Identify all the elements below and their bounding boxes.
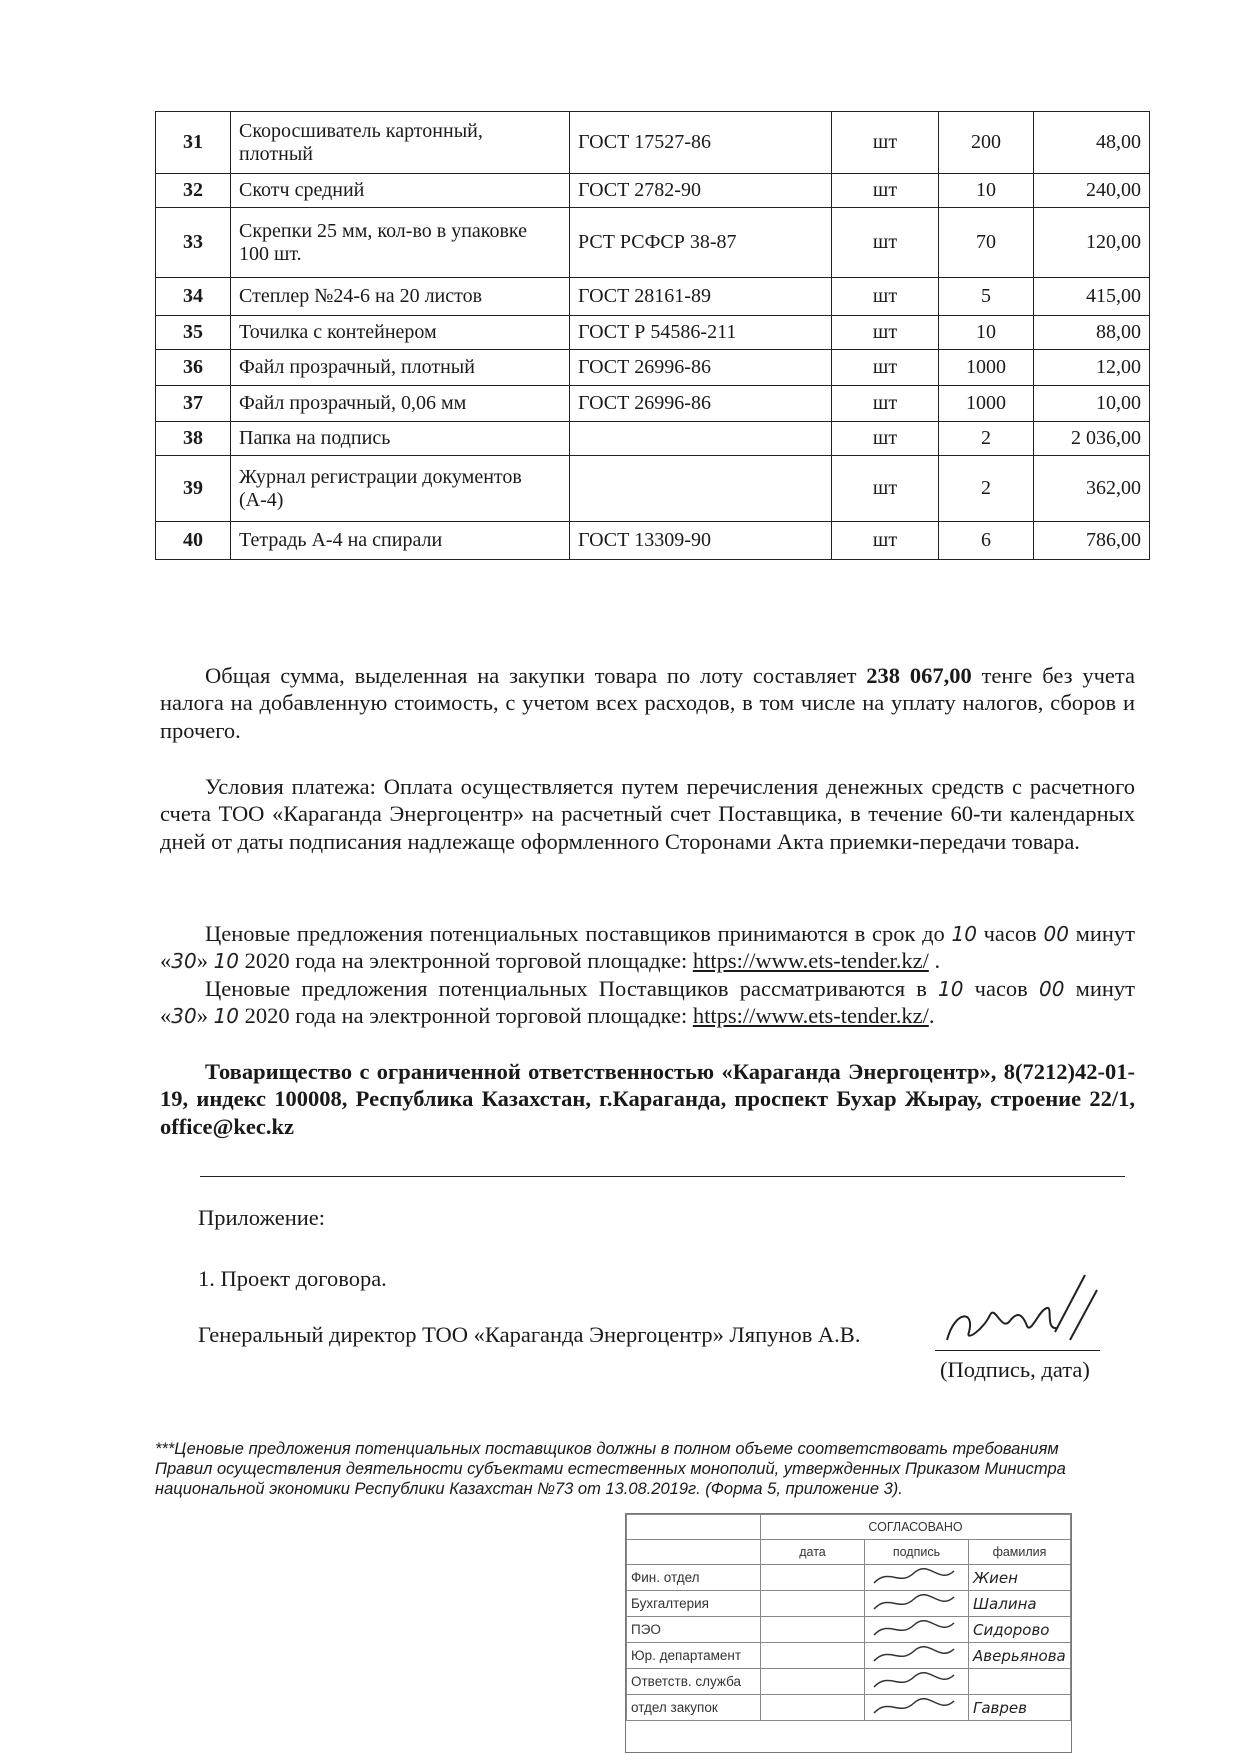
item-name: Точилка с контейнером bbox=[231, 316, 570, 350]
item-quantity: 6 bbox=[939, 522, 1034, 560]
stamp-signature-cell bbox=[865, 1565, 969, 1591]
director-signature bbox=[935, 1270, 1105, 1355]
stamp-col-date: дата bbox=[761, 1540, 865, 1565]
table-row bbox=[156, 316, 1150, 350]
item-unit: шт bbox=[832, 456, 939, 522]
stamp-col-surname: фамилия bbox=[969, 1540, 1071, 1565]
item-standard: ГОСТ Р 54586-211 bbox=[570, 316, 832, 350]
total-text-after: тенге без учета налога на добавленную стоимость, с учетом всех расходов, в том числе на уплату налогов, сборов и прочего. bbox=[160, 663, 1135, 743]
accept-hour-handwritten: 10 bbox=[951, 922, 977, 946]
stamp-signature-cell bbox=[865, 1669, 969, 1695]
item-price: 362,00 bbox=[1034, 456, 1150, 522]
row-number: 35 bbox=[156, 316, 231, 350]
stamp-dept: Бухгалтерия bbox=[627, 1591, 761, 1617]
item-unit: шт bbox=[832, 522, 939, 560]
table-row bbox=[156, 174, 1150, 208]
item-price: 240,00 bbox=[1034, 174, 1150, 208]
stamp-signature-cell bbox=[865, 1617, 969, 1643]
accept-month-handwritten: 10 bbox=[213, 949, 240, 974]
footnote: ***Ценовые предложения потенциальных поставщиков должны в полном объеме соответствовать требованиям Правил осуществления деятельности субъектами естественных монополий, утвержденных Приказом Министра национальной экономики Республики Казахстан №73 от 13.08.2019г. (Форма 5, приложение 3). bbox=[155, 1440, 1066, 1498]
item-quantity: 10 bbox=[939, 316, 1034, 350]
stamp-date-cell bbox=[761, 1695, 865, 1721]
item-unit: шт bbox=[832, 208, 939, 278]
item-standard bbox=[570, 422, 832, 456]
stamp-col-sign: подпись bbox=[865, 1540, 969, 1565]
offers-review-text-2: часов bbox=[963, 976, 1039, 1001]
stamp-date-cell bbox=[761, 1565, 865, 1591]
stamp-row bbox=[627, 1643, 1071, 1669]
row-number: 39 bbox=[156, 456, 231, 522]
offers-review-end: . bbox=[928, 1003, 935, 1029]
item-standard: ГОСТ 26996-86 bbox=[570, 386, 832, 422]
director-line: Генеральный директор ТОО «Караганда Энергоцентр» Ляпунов А.В. bbox=[198, 1322, 861, 1347]
item-unit: шт bbox=[832, 112, 939, 174]
row-number: 40 bbox=[156, 522, 231, 560]
stamp-row bbox=[627, 1695, 1071, 1721]
item-quantity: 2 bbox=[939, 456, 1034, 522]
stamp-surname bbox=[969, 1669, 1071, 1695]
review-day-handwritten: 30 bbox=[171, 1004, 197, 1029]
stamp-date-cell bbox=[761, 1643, 865, 1669]
offers-accept-text-5: 2020 года на электронной торговой площадке: bbox=[239, 948, 693, 974]
stamp-surname: Шалина bbox=[969, 1591, 1071, 1617]
item-name: Журнал регистрации документов (А-4) bbox=[231, 456, 570, 522]
row-number: 31 bbox=[156, 112, 231, 174]
item-name: Степлер №24-6 на 20 листов bbox=[231, 278, 570, 316]
stamp-dept: Ответств. служба bbox=[627, 1669, 761, 1695]
offers-review-paragraph bbox=[160, 975, 1135, 1030]
item-name: Скотч средний bbox=[231, 174, 570, 208]
table-row bbox=[156, 522, 1150, 560]
item-price: 120,00 bbox=[1034, 208, 1150, 278]
appendix-label: Приложение: bbox=[198, 1205, 326, 1230]
review-hour-handwritten: 10 bbox=[938, 977, 964, 1001]
item-price: 786,00 bbox=[1034, 522, 1150, 560]
row-number: 38 bbox=[156, 422, 231, 456]
offers-review-text-1: Ценовые предложения потенциальных Поставщиков рассматриваются в bbox=[205, 976, 939, 1001]
item-quantity: 10 bbox=[939, 174, 1034, 208]
stamp-date-cell bbox=[761, 1617, 865, 1643]
item-name: Скрепки 25 мм, кол-во в упаковке 100 шт. bbox=[231, 208, 570, 278]
item-quantity: 1000 bbox=[939, 386, 1034, 422]
offers-accept-text-3: минут « bbox=[160, 921, 1136, 974]
table-row bbox=[156, 456, 1150, 522]
offers-accept-text-4: » bbox=[196, 948, 214, 974]
stamp-surname: Сидорово bbox=[969, 1617, 1071, 1643]
item-standard bbox=[570, 456, 832, 522]
total-text-before: Общая сумма, выделенная на закупки товара по лоту составляет bbox=[205, 663, 867, 688]
offers-accept-text-1: Ценовые предложения потенциальных поставщиков принимаются в срок до bbox=[205, 921, 952, 946]
stamp-title: СОГЛАСОВАНО bbox=[761, 1515, 1071, 1540]
item-standard: ГОСТ 13309-90 bbox=[570, 522, 832, 560]
item-name: Файл прозрачный, плотный bbox=[231, 350, 570, 386]
item-standard: ГОСТ 2782-90 bbox=[570, 174, 832, 208]
item-quantity: 1000 bbox=[939, 350, 1034, 386]
stamp-signature-cell bbox=[865, 1591, 969, 1617]
stamp-surname: Аверьянова bbox=[969, 1643, 1071, 1669]
item-price: 10,00 bbox=[1034, 386, 1150, 422]
stamp-date-cell bbox=[761, 1669, 865, 1695]
table-row bbox=[156, 350, 1150, 386]
stamp-signature-cell bbox=[865, 1695, 969, 1721]
signature-caption: (Подпись, дата) bbox=[940, 1357, 1090, 1382]
total-amount: 238 067,00 bbox=[866, 663, 972, 688]
ets-tender-link[interactable]: https://www.ets-tender.kz/ bbox=[692, 948, 929, 974]
stamp-dept: Юр. департамент bbox=[627, 1643, 761, 1669]
stamp-date-cell bbox=[761, 1591, 865, 1617]
item-standard: РСТ РСФСР 38-87 bbox=[570, 208, 832, 278]
stamp-row bbox=[627, 1617, 1071, 1643]
review-month-handwritten: 10 bbox=[213, 1004, 240, 1029]
stamp-surname: Гаврев bbox=[969, 1695, 1071, 1721]
stamp-dept: отдел закупок bbox=[627, 1695, 761, 1721]
item-standard: ГОСТ 26996-86 bbox=[570, 350, 832, 386]
company-details bbox=[160, 1058, 1135, 1140]
offers-accept-end: . bbox=[928, 948, 941, 974]
item-quantity: 200 bbox=[939, 112, 1034, 174]
item-name: Папка на подпись bbox=[231, 422, 570, 456]
row-number: 36 bbox=[156, 350, 231, 386]
item-price: 48,00 bbox=[1034, 112, 1150, 174]
approval-stamp bbox=[625, 1513, 1072, 1753]
item-quantity: 2 bbox=[939, 422, 1034, 456]
accept-minute-handwritten: 00 bbox=[1043, 922, 1069, 946]
signature-line bbox=[935, 1350, 1100, 1351]
item-standard: ГОСТ 28161-89 bbox=[570, 278, 832, 316]
item-unit: шт bbox=[832, 350, 939, 386]
table-row bbox=[156, 112, 1150, 174]
item-unit: шт bbox=[832, 174, 939, 208]
item-name: Файл прозрачный, 0,06 мм bbox=[231, 386, 570, 422]
row-number: 34 bbox=[156, 278, 231, 316]
offers-accept-text-2: часов bbox=[976, 921, 1044, 946]
row-number: 37 bbox=[156, 386, 231, 422]
item-price: 2 036,00 bbox=[1034, 422, 1150, 456]
company-text: Товарищество с ограниченной ответственностью «Караганда Энергоцентр», 8(7212)42-01-19, индекс 100008, Республика Казахстан, г.Караганда, проспект Бухар Жырау, строение 22/1, office@kec.kz bbox=[160, 1059, 1135, 1139]
table-row bbox=[156, 208, 1150, 278]
total-paragraph bbox=[160, 662, 1135, 744]
offers-review-text-5: 2020 года на электронной торговой площадке: bbox=[239, 1003, 693, 1029]
review-minute-handwritten: 00 bbox=[1038, 977, 1065, 1001]
ets-tender-link-2[interactable]: https://www.ets-tender.kz/ bbox=[692, 1003, 929, 1029]
item-standard: ГОСТ 17527-86 bbox=[570, 112, 832, 174]
offers-accept-paragraph bbox=[160, 920, 1135, 975]
stamp-signature-cell bbox=[865, 1643, 969, 1669]
stamp-surname: Жиен bbox=[969, 1565, 1071, 1591]
item-price: 415,00 bbox=[1034, 278, 1150, 316]
table-row bbox=[156, 386, 1150, 422]
row-number: 33 bbox=[156, 208, 231, 278]
table-row bbox=[156, 422, 1150, 456]
item-price: 88,00 bbox=[1034, 316, 1150, 350]
payment-terms bbox=[160, 773, 1135, 855]
stamp-row bbox=[627, 1669, 1071, 1695]
item-name: Тетрадь А-4 на спирали bbox=[231, 522, 570, 560]
goods-table bbox=[155, 111, 1150, 560]
payment-text: Условия платежа: Оплата осуществляется путем перечисления денежных средств с расчетного счета ТОО «Караганда Энергоцентр» на расчетный счет Поставщика, в течение 60-ти календарных дней от даты подписания надлежаще оформленного Сторонами Акта приемки-передачи товара. bbox=[160, 774, 1135, 854]
offers-review-text-4: » bbox=[196, 1003, 214, 1029]
stamp-row bbox=[627, 1565, 1071, 1591]
item-unit: шт bbox=[832, 316, 939, 350]
stamp-dept: ПЭО bbox=[627, 1617, 761, 1643]
item-unit: шт bbox=[832, 278, 939, 316]
item-unit: шт bbox=[832, 422, 939, 456]
item-quantity: 5 bbox=[939, 278, 1034, 316]
item-price: 12,00 bbox=[1034, 350, 1150, 386]
stamp-row bbox=[627, 1591, 1071, 1617]
accept-day-handwritten: 30 bbox=[171, 949, 197, 974]
offers-review-text-3: минут « bbox=[160, 976, 1135, 1029]
item-name: Скоросшиватель картонный, плотный bbox=[231, 112, 570, 174]
appendix-item: 1. Проект договора. bbox=[198, 1266, 387, 1291]
row-number: 32 bbox=[156, 174, 231, 208]
stamp-dept: Фин. отдел bbox=[627, 1565, 761, 1591]
item-unit: шт bbox=[832, 386, 939, 422]
item-quantity: 70 bbox=[939, 208, 1034, 278]
horizontal-rule bbox=[200, 1176, 1125, 1177]
table-row bbox=[156, 278, 1150, 316]
